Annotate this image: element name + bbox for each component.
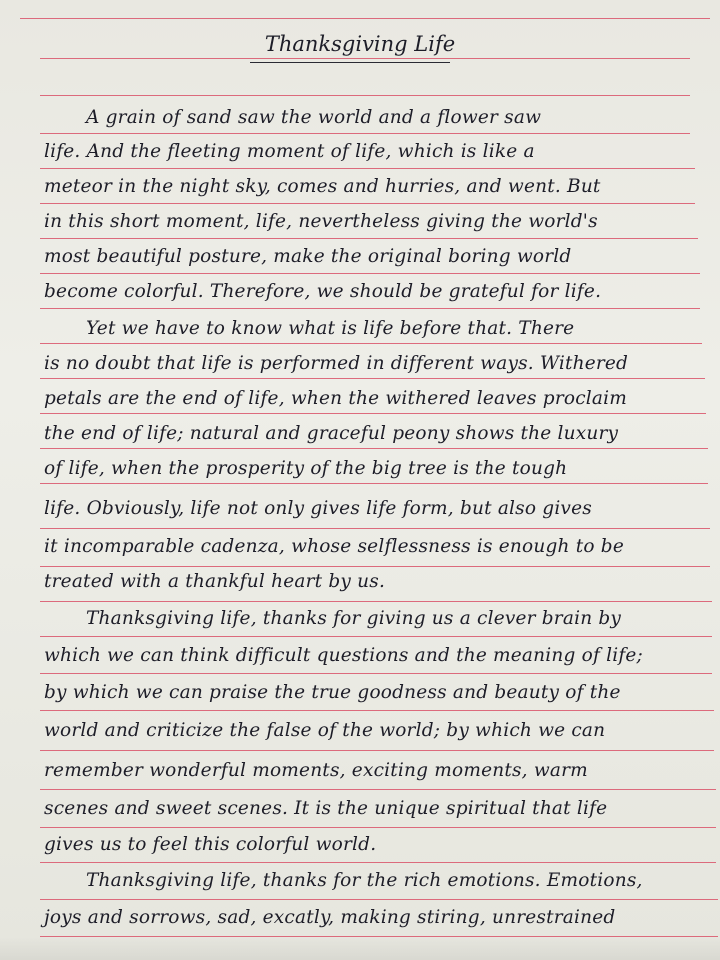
- text-line: it incomparable cadenza, whose selflessness is enough to be: [44, 536, 624, 557]
- text-line: which we can think difficult questions and the meaning of life;: [44, 645, 643, 666]
- ruled-line: [40, 58, 690, 59]
- page-shadow: [0, 936, 720, 960]
- ruled-line: [20, 18, 710, 19]
- text-line: Thanksgiving life, thanks for giving us a clever brain by: [86, 608, 622, 629]
- text-line: petals are the end of life, when the withered leaves proclaim: [44, 388, 627, 409]
- faded-header-scribble: [20, 0, 720, 16]
- text-line: Thanksgiving life, thanks for the rich emotions. Emotions,: [86, 870, 643, 891]
- text-line: life. And the fleeting moment of life, which is like a: [44, 141, 535, 162]
- text-line: become colorful. Therefore, we should be grateful for life.: [44, 281, 602, 302]
- ruled-line: [40, 95, 690, 96]
- text-line: is no doubt that life is performed in different ways. Withered: [44, 353, 629, 374]
- text-line: most beautiful posture, make the original boring world: [44, 246, 572, 267]
- text-line: Yet we have to know what is life before that. There: [86, 318, 575, 339]
- text-line: by which we can praise the true goodness and beauty of the: [44, 682, 621, 703]
- title-underline: [250, 62, 450, 63]
- text-line: world and criticize the false of the world; by which we can: [44, 720, 606, 741]
- text-line: the end of life; natural and graceful peony shows the luxury: [44, 423, 619, 444]
- text-line: treated with a thankful heart by us.: [44, 571, 386, 592]
- text-line: A grain of sand saw the world and a flower saw: [86, 107, 542, 128]
- text-line: of life, when the prosperity of the big tree is the tough: [44, 458, 568, 479]
- page-title: Thanksgiving Life: [264, 32, 456, 56]
- text-line: scenes and sweet scenes. It is the unique spiritual that life: [44, 798, 608, 819]
- text-line: meteor in the night sky, comes and hurries, and went. But: [44, 176, 601, 197]
- text-line: life. Obviously, life not only gives life form, but also gives: [44, 498, 592, 519]
- text-line: in this short moment, life, nevertheless giving the world's: [44, 211, 598, 232]
- text-line: joys and sorrows, sad, excatly, making stiring, unrestrained: [44, 907, 616, 928]
- text-line: gives us to feel this colorful world.: [44, 834, 377, 855]
- text-line: remember wonderful moments, exciting moments, warm: [44, 760, 588, 781]
